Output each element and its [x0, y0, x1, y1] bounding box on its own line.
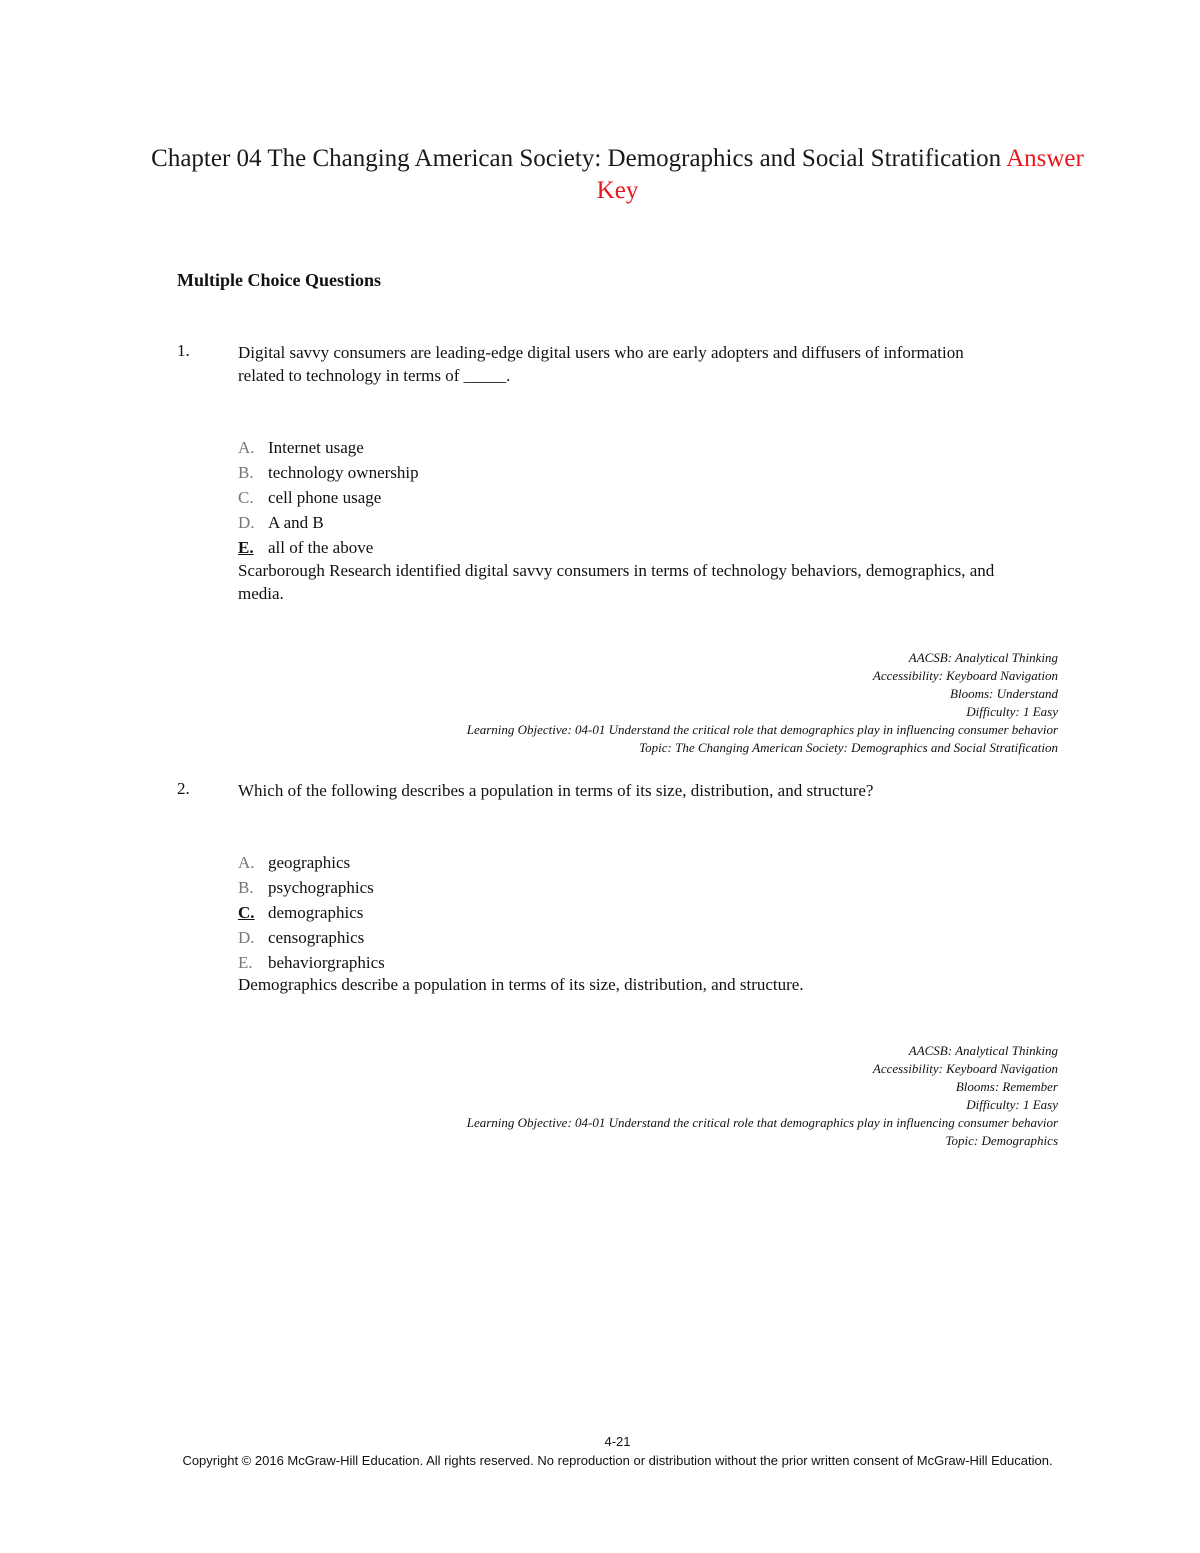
answer-explanation: Demographics describe a population in terms of its size, distribution, and structure. — [238, 975, 804, 994]
option-text: geographics — [268, 853, 351, 872]
question-metadata — [467, 1042, 1058, 1150]
option-letter: A. — [238, 438, 255, 457]
meta-learning-objective: Learning Objective: 04-01 Understand the critical role that demographics play in influencing consumer behavior — [466, 722, 1058, 737]
answer-option-correct — [238, 535, 419, 560]
page-number: 4-21 — [604, 1434, 631, 1449]
option-text: Internet usage — [268, 438, 364, 457]
question-text: Digital savvy consumers are leading-edge digital users who are early adopters and diffusers of information related to technology in terms of _____. — [238, 343, 964, 385]
question-metadata — [467, 649, 1058, 757]
meta-accessibility: Accessibility: Keyboard Navigation — [872, 668, 1058, 683]
option-letter: E. — [238, 953, 253, 972]
option-letter-correct: C. — [238, 903, 255, 922]
option-text: cell phone usage — [268, 488, 382, 507]
answer-option — [238, 925, 385, 950]
title-main: Chapter 04 The Changing American Society: Demographics and Social Stratification — [151, 145, 1002, 172]
answer-option — [238, 435, 419, 460]
option-letter: D. — [238, 513, 255, 532]
answer-explanation: Scarborough Research identified digital savvy consumers in terms of technology behaviors, demographics, and media. — [238, 561, 995, 603]
meta-blooms: Blooms: Remember — [955, 1079, 1058, 1094]
question-number: 2. — [177, 779, 190, 798]
question-number: 1. — [177, 341, 190, 360]
option-letter: D. — [238, 928, 255, 947]
meta-aacsb: AACSB: Analytical Thinking — [908, 1043, 1058, 1058]
title-answer-key: Answer Key — [596, 145, 1084, 204]
section-heading: Multiple Choice Questions — [177, 270, 382, 290]
option-letter: B. — [238, 463, 254, 482]
option-text: all of the above — [268, 538, 374, 557]
meta-topic: Topic: The Changing American Society: Demographics and Social Stratification — [639, 740, 1058, 755]
answer-option — [238, 485, 419, 510]
answer-options — [238, 850, 385, 975]
option-text: censographics — [268, 928, 365, 947]
copyright-notice: Copyright © 2016 McGraw-Hill Education. All rights reserved. No reproduction or distribution without the prior written consent of McGraw-Hill Education. — [182, 1453, 1053, 1468]
meta-learning-objective: Learning Objective: 04-01 Understand the critical role that demographics play in influencing consumer behavior — [466, 1115, 1058, 1130]
question-text: Which of the following describes a population in terms of its size, distribution, and structure? — [238, 781, 874, 800]
answer-option — [238, 850, 385, 875]
answer-option — [238, 875, 385, 900]
option-text: A and B — [268, 513, 324, 532]
option-letter: A. — [238, 853, 255, 872]
meta-accessibility: Accessibility: Keyboard Navigation — [872, 1061, 1058, 1076]
answer-option — [238, 460, 419, 485]
option-letter: C. — [238, 488, 254, 507]
answer-options — [238, 435, 419, 560]
option-text: psychographics — [268, 878, 374, 897]
option-letter-correct: E. — [238, 538, 254, 557]
option-letter: B. — [238, 878, 254, 897]
meta-aacsb: AACSB: Analytical Thinking — [908, 650, 1058, 665]
meta-difficulty: Difficulty: 1 Easy — [966, 1097, 1058, 1112]
page-footer — [150, 1432, 1085, 1470]
option-text: behaviorgraphics — [268, 953, 385, 972]
option-text: demographics — [268, 903, 364, 922]
option-text: technology ownership — [268, 463, 419, 482]
answer-option-correct — [238, 900, 385, 925]
meta-topic: Topic: Demographics — [945, 1133, 1058, 1148]
answer-option — [238, 510, 419, 535]
meta-difficulty: Difficulty: 1 Easy — [966, 704, 1058, 719]
meta-blooms: Blooms: Understand — [950, 686, 1058, 701]
page-title — [150, 143, 1085, 207]
answer-option — [238, 950, 385, 975]
